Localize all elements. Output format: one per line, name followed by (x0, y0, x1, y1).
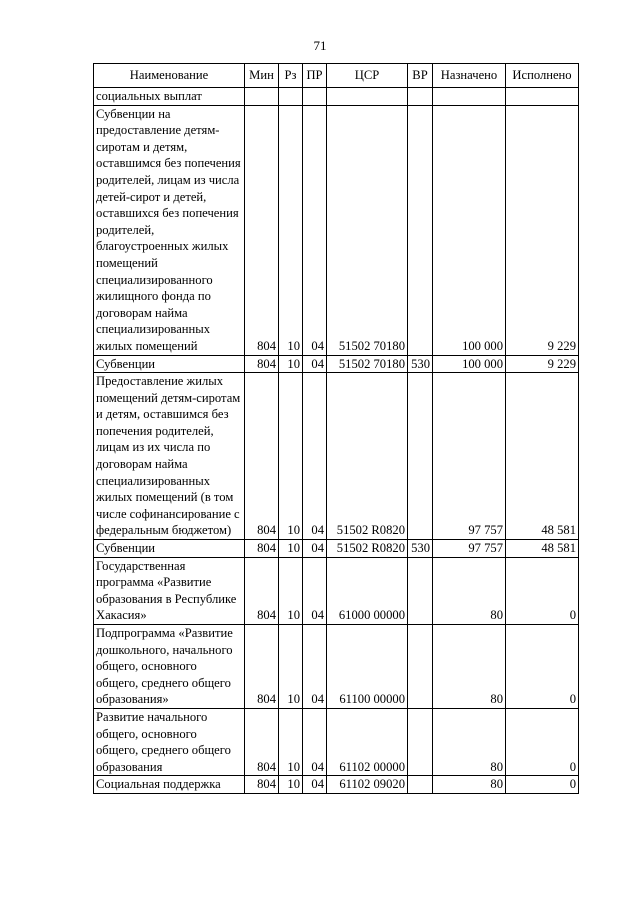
row-assigned: 80 (433, 776, 506, 794)
row-csr: 61100 00000 (327, 625, 408, 709)
table-row (94, 540, 579, 558)
row-vr (408, 557, 433, 624)
row-csr: 51502 70180 (327, 355, 408, 373)
row-vr: 530 (408, 540, 433, 558)
row-pr (303, 88, 327, 106)
row-vr (408, 373, 433, 540)
table-row (94, 88, 579, 106)
row-assigned: 80 (433, 625, 506, 709)
row-name: Субвенции (94, 540, 245, 558)
row-assigned: 100 000 (433, 105, 506, 355)
header-vr: ВР (408, 64, 433, 88)
row-vr (408, 776, 433, 794)
table-header-row (94, 64, 579, 88)
row-csr: 51502 R0820 (327, 540, 408, 558)
header-csr: ЦСР (327, 64, 408, 88)
row-rz: 10 (279, 776, 303, 794)
table-row (94, 776, 579, 794)
row-pr: 04 (303, 540, 327, 558)
row-assigned: 100 000 (433, 355, 506, 373)
row-min: 804 (245, 105, 279, 355)
row-vr (408, 708, 433, 775)
row-name: Государственная программа «Развитие образования в Республике Хакасия» (94, 557, 245, 624)
row-min: 804 (245, 776, 279, 794)
row-assigned: 97 757 (433, 373, 506, 540)
row-min: 804 (245, 625, 279, 709)
row-pr: 04 (303, 557, 327, 624)
row-min: 804 (245, 557, 279, 624)
row-executed (506, 88, 579, 106)
row-rz: 10 (279, 625, 303, 709)
header-min: Мин (245, 64, 279, 88)
row-min: 804 (245, 355, 279, 373)
row-rz: 10 (279, 105, 303, 355)
row-executed: 48 581 (506, 540, 579, 558)
table-row (94, 355, 579, 373)
row-executed: 48 581 (506, 373, 579, 540)
table-row (94, 625, 579, 709)
row-pr: 04 (303, 776, 327, 794)
row-assigned (433, 88, 506, 106)
row-csr: 51502 R0820 (327, 373, 408, 540)
header-pr: ПР (303, 64, 327, 88)
row-assigned: 80 (433, 708, 506, 775)
row-vr: 530 (408, 355, 433, 373)
row-assigned: 97 757 (433, 540, 506, 558)
row-pr: 04 (303, 105, 327, 355)
row-name: Подпрограмма «Развитие дошкольного, начального общего, основного общего, среднего общего образования» (94, 625, 245, 709)
row-min: 804 (245, 708, 279, 775)
header-rz: Рз (279, 64, 303, 88)
budget-table (93, 63, 579, 794)
row-name: Субвенции (94, 355, 245, 373)
row-pr: 04 (303, 355, 327, 373)
row-name: Развитие начального общего, основного общего, среднего общего образования (94, 708, 245, 775)
page-number: 71 (313, 38, 327, 53)
row-min: 804 (245, 540, 279, 558)
header-assigned: Назначено (433, 64, 506, 88)
row-name: Социальная поддержка (94, 776, 245, 794)
table-row (94, 708, 579, 775)
row-name: социальных выплат (94, 88, 245, 106)
row-rz: 10 (279, 708, 303, 775)
row-csr: 51502 70180 (327, 105, 408, 355)
row-csr: 61102 00000 (327, 708, 408, 775)
header-executed: Исполнено (506, 64, 579, 88)
row-rz: 10 (279, 373, 303, 540)
row-executed: 9 229 (506, 355, 579, 373)
table-row (94, 557, 579, 624)
table-row (94, 373, 579, 540)
row-name: Субвенции на предоставление детям-сиротам и детям, оставшимся без попечения родителей, лицам из числа детей-сирот и детей, оставшихся без попечения родителей, благоустроенных жилых помещений специализированного жилищного фонда по договорам найма специализированных жилых помещений (94, 105, 245, 355)
row-executed: 9 229 (506, 105, 579, 355)
row-csr (327, 88, 408, 106)
header-name: Наименование (94, 64, 245, 88)
row-rz: 10 (279, 355, 303, 373)
row-name: Предоставление жилых помещений детям-сиротам и детям, оставшимся без попечения родителей, лицам из их числа по договорам найма специализированных жилых помещений (в том числе софинансирование с федеральным бюджетом) (94, 373, 245, 540)
row-rz (279, 88, 303, 106)
row-vr (408, 105, 433, 355)
row-rz: 10 (279, 540, 303, 558)
row-min: 804 (245, 373, 279, 540)
row-min (245, 88, 279, 106)
row-pr: 04 (303, 625, 327, 709)
row-rz: 10 (279, 557, 303, 624)
table-row (94, 105, 579, 355)
row-executed: 0 (506, 776, 579, 794)
row-vr (408, 625, 433, 709)
row-vr (408, 88, 433, 106)
row-executed: 0 (506, 625, 579, 709)
row-executed: 0 (506, 557, 579, 624)
row-csr: 61102 09020 (327, 776, 408, 794)
row-csr: 61000 00000 (327, 557, 408, 624)
row-executed: 0 (506, 708, 579, 775)
row-assigned: 80 (433, 557, 506, 624)
row-pr: 04 (303, 708, 327, 775)
row-pr: 04 (303, 373, 327, 540)
